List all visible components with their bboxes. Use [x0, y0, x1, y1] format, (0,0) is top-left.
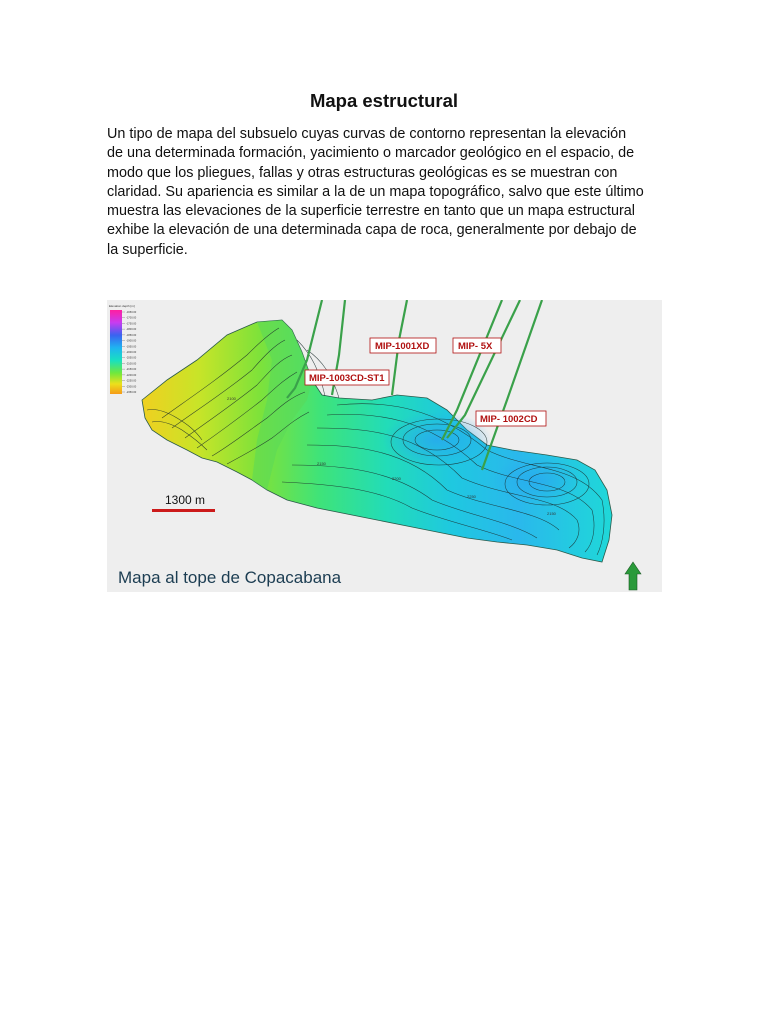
legend-tick-label: -2350.00 — [126, 391, 137, 394]
legend-tick-label: -1650.00 — [126, 311, 137, 314]
well-label-mip-1001xd: MIP-1001XD — [375, 341, 430, 352]
legend-tick-label: -1800.00 — [126, 328, 137, 332]
structural-map-figure — [107, 300, 662, 592]
page-title: Mapa estructural — [309, 90, 459, 111]
scale-bar-line — [152, 509, 215, 512]
paragraph-line: de una determinada formación, yacimiento o marcador geológico en el espacio, de — [107, 145, 635, 162]
paragraph-line: la superficie. — [107, 241, 188, 258]
well-label-mip-1003cd-st1: MIP-1003CD-ST1 — [309, 373, 385, 384]
legend-tick-label: -1950.00 — [126, 345, 137, 349]
surface-body — [142, 320, 612, 562]
paragraph-line: exhibe la elevación de una determinada capa de roca, generalmente por debajo de — [107, 222, 637, 239]
legend-tick-label: -1700.00 — [126, 316, 137, 320]
paragraph-line: muestra las elevaciones de la superficie terrestre en tanto que un mapa estructural — [107, 203, 635, 220]
scale-bar — [152, 493, 215, 512]
well-label-mip-5x: MIP- 5X — [458, 341, 493, 352]
legend-tick-label: -1750.00 — [126, 322, 137, 326]
legend-tick-label: -1900.00 — [126, 339, 137, 343]
legend-tick-label: -1850.00 — [126, 333, 137, 337]
well-label-mip-1002cd: MIP- 1002CD — [480, 414, 538, 425]
legend-tick-label: -2000.00 — [126, 351, 137, 354]
north-arrow-icon — [625, 562, 641, 590]
legend-tick-label: -2150.00 — [126, 368, 137, 372]
structural-map-svg — [107, 300, 662, 592]
body-paragraph — [107, 125, 663, 260]
legend-tick-label: -2200.00 — [126, 373, 137, 377]
legend-tick-label: -2300.00 — [126, 385, 137, 389]
legend-tick-label: -2250.00 — [126, 379, 137, 383]
legend-ticks — [122, 310, 137, 394]
paragraph-line: Un tipo de mapa del subsuelo cuyas curvas de contorno representan la elevación — [107, 126, 627, 142]
scale-bar-label: 1300 m — [165, 493, 206, 507]
legend-title: Elevation depth [m] — [109, 304, 135, 308]
figure-caption: Mapa al tope de Copacabana — [118, 568, 342, 587]
paragraph-line: modo que los pliegues, fallas y otras estructuras geológicas es se muestran con — [107, 164, 618, 181]
legend-tick-label: -2100.00 — [126, 362, 137, 366]
contour-label: 2250 — [467, 494, 476, 499]
paragraph-line: claridad. Su apariencia es similar a la de un mapa topográfico, salvo que este último — [107, 183, 644, 200]
contour-label: 2200 — [392, 476, 401, 481]
contour-label: 2150 — [547, 511, 556, 516]
legend-tick-label: -2050.00 — [126, 356, 137, 360]
structural-surface — [142, 320, 612, 562]
contour-label: 2150 — [317, 461, 326, 466]
depth-legend — [109, 304, 137, 394]
legend-color-bar — [110, 310, 122, 394]
contour-label: 2100 — [227, 396, 236, 401]
